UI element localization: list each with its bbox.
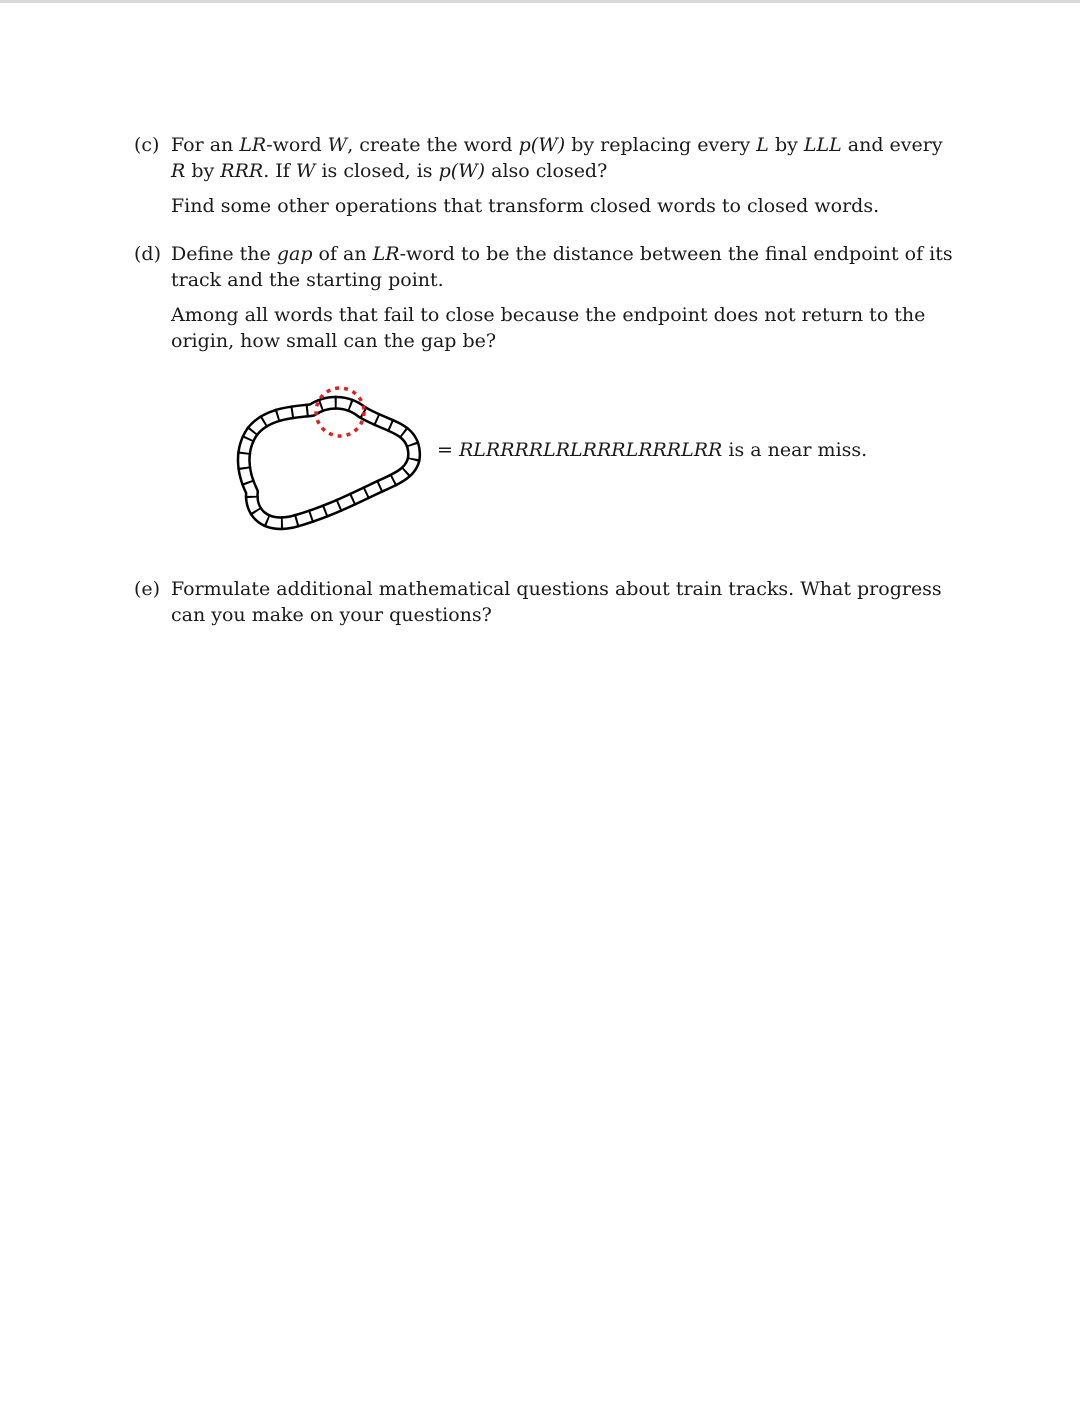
exercise-d-question: Among all words that fail to close because the endpoint does not return to the origin, how small can the gap be?: [171, 304, 926, 352]
item-label: (d): [134, 243, 161, 265]
near-miss-word: RLRRRRLRLRRRLRRRLRR: [458, 439, 723, 461]
figure-caption: = RLRRRRLRLRRRLRRRLRR is a near miss.: [437, 439, 868, 461]
exercise-e: [134, 576, 960, 628]
track-loop: [244, 403, 414, 523]
exercise-c-followup: Find some other operations that transform closed words to closed words.: [171, 195, 880, 217]
item-label: (e): [134, 578, 161, 600]
exercise-e-text: Formulate additional mathematical questions about train tracks. What progress can you make on your questions?: [171, 578, 942, 626]
exercise-c: [134, 132, 960, 219]
top-border: [0, 0, 1080, 3]
train-track-figure: [232, 382, 432, 542]
item-label: (c): [134, 134, 160, 156]
exercise-d: [134, 241, 960, 354]
exercise-c-text: For an LR-word W, create the word p(W) by replacing every L by LLL and every R by RRR. If W is closed, is p(W) also closed?: [171, 134, 943, 182]
exercise-d-text: Define the gap of an LR-word to be the distance between the final endpoint of its track and the starting point.: [171, 243, 953, 291]
